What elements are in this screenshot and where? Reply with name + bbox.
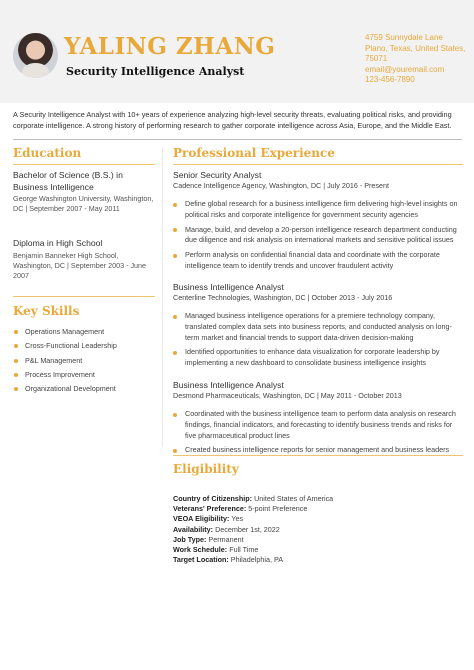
eligibility-row: [173, 545, 333, 555]
eligibility-value: United States of America: [254, 494, 334, 503]
job-bullet: Manage, build, and develop a 20-person intelligence research department conducting due diligence and risk analysis on international markets and sensitive political issues: [173, 225, 463, 247]
contact-address-line2: Plano, Texas, United States,: [365, 43, 466, 53]
job-company: Desmond Pharmaceuticals, Washington, DC | May 2011 - October 2013: [173, 391, 402, 400]
skill-item: Process Improvement: [14, 368, 117, 382]
skills-list: [14, 325, 117, 396]
degree-title: Diploma in High School: [13, 238, 103, 248]
job-company: Centerline Technologies, Washington, DC | October 2013 - July 2016: [173, 293, 393, 302]
eligibility-label: Target Location:: [173, 555, 229, 565]
eligibility-value: Philadelphia, PA: [230, 555, 283, 565]
job-bullet: Perform analysis on confidential financial data and coordinate with the corporate intelligence team to identify trends and uncover fraudulent activity: [173, 250, 463, 272]
eligibility-heading: Eligibility: [173, 462, 239, 476]
eligibility-label: Country of Citizenship:: [173, 494, 253, 503]
contact-address-line1: 4759 Sunnydale Lane: [365, 33, 443, 42]
candidate-name: YALING ZHANG: [64, 33, 276, 60]
job-title: Senior Security Analyst: [173, 170, 262, 180]
eligibility-value: Full Time: [229, 545, 259, 555]
eligibility-label: Veterans' Preference:: [173, 504, 247, 514]
job-entry: [173, 380, 463, 460]
education-heading: Education: [13, 146, 82, 160]
profile-photo: [13, 33, 58, 78]
experience-underline: [173, 164, 463, 165]
job-title: Business Intelligence Analyst: [173, 282, 284, 292]
eligibility-row: [173, 535, 333, 545]
degree-title: Bachelor of Science (B.S.) in Business Intelligence: [13, 170, 123, 192]
school-details: George Washington University, Washington, DC | September 2007 - May 2011: [13, 194, 154, 213]
eligibility-row: [173, 525, 333, 535]
eligibility-label: Job Type:: [173, 534, 207, 544]
job-bullet: Coordinated with the business intelligence team to perform data analysis on research findings, financial indicators, and forecasting to identify business trends and risks for five pharmaceutical product lines: [173, 409, 463, 441]
job-bullets: [173, 409, 463, 456]
eligibility-list: [173, 494, 333, 565]
summary-text: A Security Intelligence Analyst with 10+ years of experience analyzing high-level security threats, evaluating political risks, and providing corporate intelligence. A strong history of performing research to gather corporate intelligence across Asia, Europe, and the Middle East.: [13, 110, 452, 130]
contact-zip: 75071: [365, 54, 388, 64]
candidate-title: Security Intelligence Analyst: [66, 65, 245, 78]
skills-heading: Key Skills: [13, 304, 80, 318]
experience-heading: Professional Experience: [173, 146, 335, 160]
summary-divider: [13, 139, 462, 140]
eligibility-label: Work Schedule:: [173, 545, 228, 555]
school-details: Benjamin Banneker High School, Washington, DC | September 2003 - June 2007: [13, 250, 147, 280]
skill-item: Operations Management: [14, 325, 117, 339]
job-bullet: Managed business intelligence operations for a premiere technology company, translated complex data sets into business reports, and conducted analysis on long-term market and financial trends to support data-driven decision-making: [173, 311, 463, 343]
education-item: [13, 170, 155, 214]
skills-divider: [13, 296, 155, 297]
eligibility-row: [173, 504, 333, 514]
job-entry: [173, 282, 463, 373]
eligibility-row: [173, 514, 333, 524]
job-bullets: [173, 199, 463, 272]
eligibility-label: VEOA Eligibility:: [173, 514, 230, 524]
skill-item: Cross-Functional Leadership: [14, 339, 117, 353]
contact-email[interactable]: email@youremail.com: [365, 64, 445, 74]
eligibility-value: 5-point Preference: [248, 504, 308, 514]
education-underline: [13, 164, 155, 165]
job-company: Cadence Intelligence Agency, Washington, DC | July 2016 - Present: [173, 181, 390, 190]
eligibility-value: Yes: [231, 514, 244, 524]
eligibility-divider: [173, 455, 463, 456]
job-title: Business Intelligence Analyst: [173, 380, 284, 390]
skill-item: P&L Management: [14, 354, 117, 368]
job-bullet: Identified opportunities to enhance data visualization for corporate leadership by implementing a new dashboard to consolidate business intelligence insights: [173, 347, 463, 369]
contact-phone: 123-456-7890: [365, 75, 415, 85]
column-divider: [162, 147, 163, 447]
job-entry: [173, 170, 463, 276]
eligibility-value: Permanent: [208, 534, 244, 544]
education-item: [13, 238, 155, 281]
eligibility-row: [173, 494, 333, 504]
job-bullet: Define global research for a business intelligence firm delivering high-level insights on political risks and corporate intelligence for government security agencies: [173, 199, 463, 221]
eligibility-label: Availability:: [173, 524, 214, 534]
job-bullet: Created business intelligence reports for senior management and business leaders: [173, 445, 463, 456]
eligibility-value: December 1st, 2022: [215, 524, 280, 534]
job-bullets: [173, 311, 463, 369]
contact-block: [365, 33, 465, 86]
eligibility-row: [173, 555, 333, 565]
skill-item: Organizational Development: [14, 382, 117, 396]
